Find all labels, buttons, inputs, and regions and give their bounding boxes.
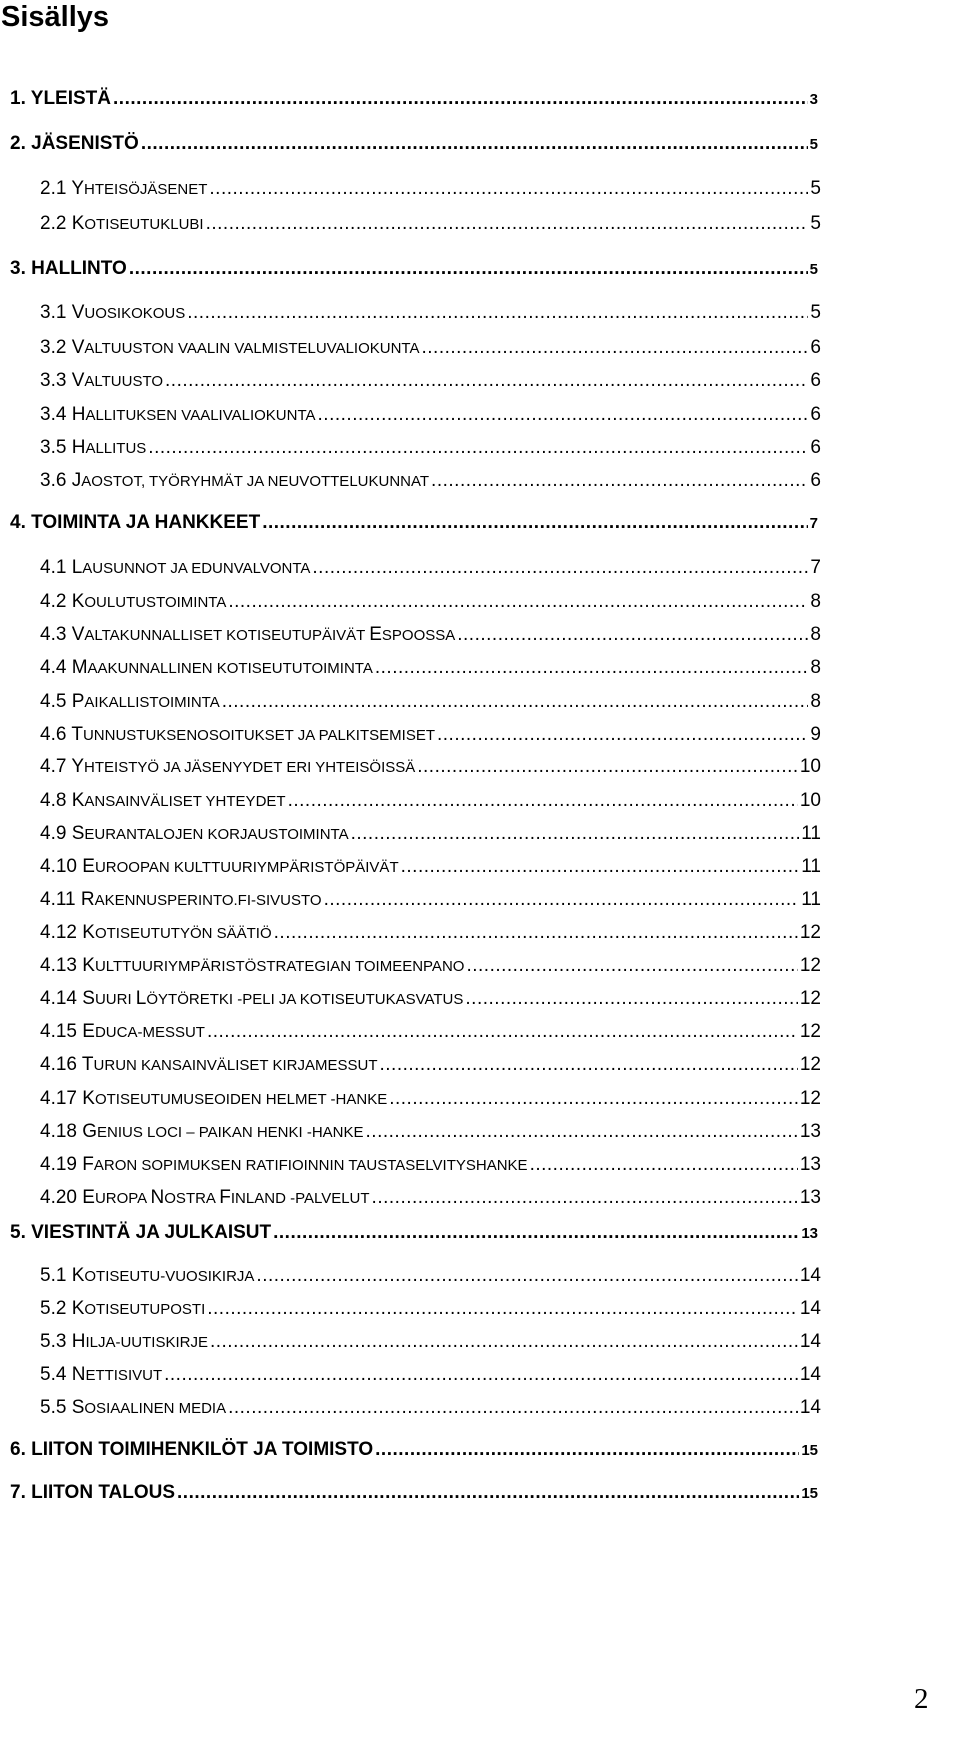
toc-page-number: 7: [810, 557, 821, 578]
toc-entry-title-rest: OSTRA: [164, 1190, 220, 1207]
toc-entry-label: [40, 1121, 364, 1143]
toc-entry[interactable]: [40, 823, 821, 845]
toc-entry-title-initial: S: [82, 988, 95, 1009]
toc-dot-leader: [375, 1439, 799, 1461]
toc-entry-number: 3.2: [40, 337, 72, 358]
toc-entry-title-rest: SPOOSSA: [381, 627, 456, 644]
toc-entry[interactable]: [40, 1265, 821, 1287]
toc-entry-number: 4.16: [40, 1054, 82, 1075]
toc-entry-title-rest: UOSIKOKOUS: [84, 305, 186, 322]
toc-page-number: 14: [799, 1331, 821, 1352]
toc-page-number: 6: [810, 470, 821, 491]
toc-entry[interactable]: [40, 1021, 821, 1043]
toc-entry[interactable]: [40, 756, 821, 778]
toc-entry-number: 4.18: [40, 1121, 83, 1142]
toc-entry-label: [40, 1187, 370, 1209]
toc-entry-number: 4.17: [40, 1088, 83, 1109]
toc-entry-number: 5.1: [40, 1265, 72, 1286]
toc-entry[interactable]: [40, 624, 821, 646]
toc-entry-label: [40, 856, 399, 878]
toc-dot-leader: [318, 404, 809, 426]
toc-entry-title-initial: L: [135, 988, 147, 1009]
toc-page-number: 15: [801, 1485, 818, 1502]
toc-entry-title-initial: K: [71, 213, 85, 234]
toc-page-number: 12: [799, 1054, 821, 1075]
toc-entry-number: 5.5: [40, 1397, 72, 1418]
toc-page-number: 13: [799, 1187, 821, 1208]
toc-entry[interactable]: [40, 955, 821, 977]
toc-dot-leader: [466, 955, 797, 977]
toc-entry-number: 4.8: [40, 790, 72, 811]
toc-page-number: 7: [809, 515, 818, 532]
toc-entry-label: [40, 756, 415, 778]
toc-entry[interactable]: [40, 437, 821, 459]
toc-entry-label: [40, 1054, 377, 1076]
toc-entry-title-rest: ARON SOPIMUKSEN RATIFIOINNIN TAUSTASELVITYSHANKE: [93, 1157, 528, 1174]
toc-dot-leader: [228, 591, 808, 613]
toc-entry-title-initial: F: [219, 1187, 231, 1208]
toc-entry-title-rest: ALTUUSTO: [84, 373, 164, 390]
toc-entry-number: 4.: [10, 512, 32, 533]
toc-dot-leader: [288, 790, 798, 812]
toc-entry-label: [10, 133, 139, 155]
toc-entry-number: 4.12: [40, 922, 83, 943]
toc-entry[interactable]: [40, 1364, 821, 1386]
page-title: Sisällys: [1, 1, 110, 33]
toc-entry-title-rest: AOSTOT, TYÖRYHMÄT JA NEUVOTTELUKUNNAT: [81, 473, 430, 490]
toc-dot-leader: [366, 1121, 798, 1143]
toc-entry-title-rest: ULTTUURIYMPÄRISTÖSTRATEGIAN TOIMEENPANO: [94, 958, 465, 975]
toc-entry-number: 4.14: [40, 988, 83, 1009]
toc-page-number: 8: [810, 591, 821, 612]
toc-dot-leader: [164, 1364, 798, 1386]
toc-page-number: 15: [801, 1442, 818, 1459]
toc-dot-leader: [165, 370, 808, 392]
toc-entry-title-initial: P: [71, 691, 85, 712]
toc-entry-label: [40, 1298, 205, 1320]
toc-dot-leader: [222, 691, 809, 713]
toc-page-number: 13: [799, 1154, 821, 1175]
toc-entry-number: 4.11: [40, 889, 81, 910]
toc-entry-number: 3.4: [40, 404, 72, 425]
toc-entry[interactable]: [40, 691, 821, 713]
toc-entry[interactable]: [40, 213, 821, 235]
toc-entry-number: 2.: [10, 133, 32, 154]
toc-entry-number: 3.: [10, 258, 32, 279]
toc-dot-leader: [417, 756, 798, 778]
toc-entry-title-initial: T: [71, 724, 83, 745]
toc-entry[interactable]: [40, 889, 821, 911]
toc-entry-title-rest: OSIAALINEN MEDIA: [84, 1400, 227, 1417]
toc-entry[interactable]: [40, 657, 821, 679]
toc-page-number: 8: [810, 624, 821, 645]
toc-entry-label: [40, 724, 435, 746]
toc-entry[interactable]: [40, 1298, 821, 1320]
toc-entry-title-rest: URUN KANSAINVÄLISET KIRJAMESSUT: [93, 1057, 378, 1074]
toc-entry[interactable]: [10, 1439, 818, 1461]
toc-page-number: 11: [801, 823, 821, 844]
toc-page-number: 14: [799, 1364, 821, 1385]
toc-entry[interactable]: [40, 1397, 821, 1419]
toc-dot-leader: [207, 1298, 798, 1320]
toc-entry[interactable]: [10, 512, 818, 534]
toc-dot-leader: [177, 1482, 799, 1504]
toc-entry-title-rest: AKENNUSPERINTO.FI-SIVUSTO: [94, 892, 322, 909]
toc-page-number: 6: [810, 437, 821, 458]
toc-entry-number: 7.: [10, 1482, 32, 1503]
toc-entry-number: 4.6: [40, 724, 72, 745]
toc-entry-number: 4.4: [40, 657, 72, 678]
toc-entry-title-initial: S: [71, 823, 85, 844]
toc-entry-label: [10, 1439, 373, 1461]
toc-entry-title-rest: ENIUS LOCI – PAIKAN HENKI -HANKE: [97, 1124, 364, 1141]
toc-page-number: 6: [810, 404, 821, 425]
toc-dot-leader: [228, 1397, 798, 1419]
toc-dot-leader: [530, 1154, 798, 1176]
toc-entry-label: [40, 404, 316, 426]
toc-entry[interactable]: [10, 258, 818, 280]
toc-page-number: 5: [810, 213, 821, 234]
toc-entry-title-initial: YLEISTÄ: [30, 88, 112, 109]
toc-entry-title-initial: Y: [71, 178, 85, 199]
toc-dot-leader: [129, 258, 808, 280]
toc-entry-title-initial: H: [71, 404, 86, 425]
toc-entry-label: [40, 591, 226, 613]
toc-entry-title-rest: AAKUNNALLINEN KOTISEUTUTOIMINTA: [87, 660, 373, 677]
toc-page-number: 12: [799, 922, 821, 943]
toc-page-number: 6: [810, 370, 821, 391]
toc-entry[interactable]: [10, 133, 818, 155]
toc-entry-label: [40, 213, 204, 235]
toc-entry[interactable]: [40, 302, 821, 324]
toc-entry-label: [40, 1021, 205, 1043]
toc-entry-title-initial: N: [71, 1364, 86, 1385]
toc-entry-title-rest: ALTAKUNNALLISET KOTISEUTUPÄIVÄT: [84, 627, 370, 644]
toc-entry-title-rest: ETTISIVUT: [85, 1367, 163, 1384]
toc-entry-label: [40, 988, 463, 1010]
toc-entry-title-rest: UNNUSTUKSENOSOITUKSET JA PALKITSEMISET: [82, 727, 435, 744]
toc-dot-leader: [351, 823, 800, 845]
toc-entry-number: 3.1: [40, 302, 72, 323]
toc-entry-label: [40, 1397, 226, 1419]
toc-entry-title-initial: E: [369, 624, 382, 645]
toc-entry[interactable]: [40, 591, 821, 613]
toc-entry[interactable]: [40, 1154, 821, 1176]
toc-entry-title-initial: V: [71, 624, 85, 645]
toc-entry-number: 4.13: [40, 955, 83, 976]
toc-entry-title-rest: OTISEUTU-VUOSIKIRJA: [84, 1268, 255, 1285]
toc-entry-number: 4.15: [40, 1021, 83, 1042]
toc-entry-number: 4.2: [40, 591, 72, 612]
toc-dot-leader: [206, 213, 809, 235]
toc-entry[interactable]: [40, 856, 821, 878]
toc-dot-leader: [401, 856, 800, 878]
toc-entry[interactable]: [40, 370, 821, 392]
toc-dot-leader: [209, 178, 808, 200]
toc-entry-title-rest: ALLITUKSEN VAALIVALIOKUNTA: [85, 407, 316, 424]
toc-entry[interactable]: [40, 1121, 821, 1143]
toc-entry-number: 4.20: [40, 1187, 83, 1208]
toc-page-number: 5: [809, 136, 818, 153]
toc-entry-title-initial: F: [82, 1154, 94, 1175]
toc-entry[interactable]: [40, 178, 821, 200]
toc-entry-title-initial: S: [71, 1397, 85, 1418]
toc-dot-leader: [210, 1331, 798, 1353]
toc-page-number: 8: [810, 657, 821, 678]
toc-entry-title-initial: K: [71, 790, 85, 811]
toc-entry-label: [10, 1482, 175, 1504]
toc-entry-number: 5.: [10, 1222, 32, 1243]
toc-entry-number: 2.1: [40, 178, 72, 199]
toc-entry[interactable]: [40, 1187, 821, 1209]
toc-entry-title-initial: E: [82, 856, 95, 877]
toc-entry-title-rest: INLAND -PALVELUT: [230, 1190, 370, 1207]
toc-entry-title-initial: E: [82, 1187, 95, 1208]
toc-dot-leader: [437, 724, 808, 746]
toc-page-number: 12: [799, 1021, 821, 1042]
toc-entry-title-initial: V: [71, 337, 85, 358]
toc-dot-leader: [141, 133, 808, 155]
toc-page-number: 13: [799, 1121, 821, 1142]
toc-entry-title-initial: M: [71, 657, 88, 678]
toc-entry-title-rest: AIKALLISTOIMINTA: [84, 694, 220, 711]
toc-entry-number: 5.4: [40, 1364, 72, 1385]
toc-entry-title-rest: ANSAINVÄLISET YHTEYDET: [84, 793, 286, 810]
toc-dot-leader: [457, 624, 808, 646]
toc-page-number: 11: [801, 889, 821, 910]
toc-entry-title-rest: OULUTUSTOIMINTA: [84, 594, 227, 611]
toc-entry-title-rest: EURANTALOJEN KORJAUSTOIMINTA: [84, 826, 349, 843]
toc-dot-leader: [113, 88, 808, 110]
toc-entry-title-initial: K: [82, 1088, 95, 1109]
toc-dot-leader: [187, 302, 808, 324]
toc-entry-title-initial: V: [71, 302, 85, 323]
page-number: 2: [914, 1683, 929, 1715]
toc-entry-label: [10, 88, 111, 110]
toc-entry-number: 5.2: [40, 1298, 72, 1319]
toc-entry-title-rest: OTISEUTUKLUBI: [84, 216, 204, 233]
toc-entry-number: 6.: [10, 1439, 32, 1460]
toc-dot-leader: [274, 922, 798, 944]
toc-entry-title-rest: ÖYTÖRETKI -PELI JA KOTISEUTUKASVATUS: [146, 991, 464, 1008]
toc-entry-label: [40, 178, 207, 200]
toc-entry-title-initial: N: [150, 1187, 165, 1208]
toc-entry[interactable]: [40, 557, 821, 579]
toc-entry-number: 3.6: [40, 470, 72, 491]
toc-entry[interactable]: [40, 404, 821, 426]
toc-entry-title-initial: L: [71, 557, 83, 578]
toc-entry[interactable]: [10, 88, 818, 110]
toc-page-number: 8: [810, 691, 821, 712]
toc-entry-label: [40, 337, 419, 359]
toc-entry-number: 4.9: [40, 823, 72, 844]
toc-entry-number: 4.3: [40, 624, 72, 645]
toc-entry-number: 2.2: [40, 213, 72, 234]
toc-entry[interactable]: [40, 790, 821, 812]
toc-entry-label: [40, 370, 163, 392]
toc-page-number: 11: [801, 856, 821, 877]
toc-entry-label: [40, 922, 272, 944]
toc-entry-title-rest: OTISEUTUPOSTI: [84, 1301, 206, 1318]
toc-entry-title-initial: R: [80, 889, 95, 910]
toc-entry-title-initial: K: [71, 591, 85, 612]
toc-entry[interactable]: [40, 988, 821, 1010]
toc-entry-title-rest: OTISEUTUMUSEOIDEN HELMET -HANKE: [94, 1091, 388, 1108]
toc-entry[interactable]: [10, 1222, 818, 1244]
toc-entry-label: [40, 557, 310, 579]
toc-entry-title-initial: LIITON TOIMIHENKILÖT JA TOIMISTO: [31, 1439, 374, 1460]
toc-dot-leader: [262, 512, 807, 534]
toc-page-number: 14: [799, 1397, 821, 1418]
toc-entry[interactable]: [40, 1331, 821, 1353]
toc-entry-number: 4.10: [40, 856, 83, 877]
toc-entry-title-initial: Y: [71, 756, 85, 777]
toc-entry-title-initial: JÄSENISTÖ: [31, 133, 139, 154]
toc-entry-title-initial: G: [82, 1121, 98, 1142]
toc-dot-leader: [421, 337, 808, 359]
toc-entry-number: 4.5: [40, 691, 72, 712]
toc-page-number: 5: [810, 178, 821, 199]
toc-entry-title-initial: TOIMINTA JA HANKKEET: [31, 512, 261, 533]
toc-entry[interactable]: [40, 470, 821, 492]
toc-dot-leader: [375, 657, 809, 679]
toc-page-number: 5: [810, 302, 821, 323]
toc-dot-leader: [372, 1187, 798, 1209]
toc-page-number: 5: [809, 261, 818, 278]
toc-page-number: 10: [799, 790, 821, 811]
toc-entry-title-initial: VIESTINTÄ JA JULKAISUT: [31, 1222, 272, 1243]
toc-entry-title-initial: K: [71, 1265, 85, 1286]
toc-entry-label: [40, 437, 146, 459]
toc-dot-leader: [312, 557, 808, 579]
toc-entry-label: [40, 823, 349, 845]
toc-entry-title-initial: HALLINTO: [31, 258, 127, 279]
toc-entry-title-rest: ALLITUS: [85, 440, 147, 457]
toc-entry-title-rest: UROPA: [94, 1190, 151, 1207]
toc-entry-title-initial: H: [71, 437, 86, 458]
toc-entry[interactable]: [10, 1482, 818, 1504]
toc-entry-title-initial: H: [71, 1331, 86, 1352]
toc-entry-label: [40, 955, 464, 977]
toc-entry-label: [40, 1364, 162, 1386]
toc-entry[interactable]: [40, 1054, 821, 1076]
toc-entry-title-rest: HTEISÖJÄSENET: [84, 181, 208, 198]
toc-entry-title-rest: ILJA-UUTISKIRJE: [85, 1334, 208, 1351]
toc-entry-label: [10, 1222, 271, 1244]
toc-entry-title-initial: K: [82, 955, 95, 976]
toc-dot-leader: [273, 1222, 799, 1244]
toc-entry-title-initial: T: [81, 1054, 94, 1075]
toc-entry-label: [40, 302, 185, 324]
toc-entry-number: 1.: [10, 88, 31, 109]
toc-entry-label: [40, 1265, 254, 1287]
toc-page-number: 13: [801, 1225, 818, 1242]
toc-dot-leader: [324, 889, 800, 911]
toc-entry-title-initial: E: [82, 1021, 95, 1042]
toc-entry-label: [40, 470, 429, 492]
toc-entry-title-initial: J: [71, 470, 82, 491]
toc-page-number: 12: [799, 988, 821, 1009]
toc-entry-title-initial: K: [71, 1298, 85, 1319]
toc-entry-title-rest: UURI: [94, 991, 136, 1008]
toc-entry-number: 3.3: [40, 370, 72, 391]
toc-entry-label: [10, 512, 260, 534]
toc-dot-leader: [465, 988, 797, 1010]
toc-dot-leader: [207, 1021, 798, 1043]
toc-page-number: 12: [799, 1088, 821, 1109]
toc-page-number: 10: [799, 756, 821, 777]
toc-entry[interactable]: [40, 724, 821, 746]
toc-page-number: 9: [810, 724, 821, 745]
toc-page-number: 3: [809, 91, 818, 108]
toc-dot-leader: [256, 1265, 797, 1287]
toc-entry-label: [40, 657, 373, 679]
toc-entry-number: 3.5: [40, 437, 72, 458]
toc-page-number: 14: [799, 1265, 821, 1286]
toc-dot-leader: [431, 470, 808, 492]
toc-page-number: 14: [799, 1298, 821, 1319]
toc-entry-title-rest: AUSUNNOT JA EDUNVALVONTA: [82, 560, 311, 577]
toc-dot-leader: [389, 1088, 798, 1110]
toc-entry-number: 4.7: [40, 756, 72, 777]
toc-entry-label: [40, 889, 322, 911]
toc-page-number: 12: [799, 955, 821, 976]
toc-entry-title-initial: V: [71, 370, 85, 391]
toc-entry-title-initial: K: [82, 922, 95, 943]
toc-entry-title-rest: ALTUUSTON VAALIN VALMISTELUVALIOKUNTA: [84, 340, 420, 357]
toc-dot-leader: [148, 437, 808, 459]
toc-entry-label: [40, 1331, 208, 1353]
toc-dot-leader: [379, 1054, 797, 1076]
toc-entry-label: [40, 1154, 528, 1176]
toc-page-number: 6: [810, 337, 821, 358]
toc-entry-label: [40, 624, 455, 646]
toc-entry-title-rest: HTEISTYÖ JA JÄSENYYDET ERI YHTEISÖISSÄ: [84, 759, 416, 776]
toc-entry-title-rest: OTISEUTUTYÖN SÄÄTIÖ: [94, 925, 272, 942]
toc-entry-number: 4.1: [40, 557, 72, 578]
toc-entry[interactable]: [40, 337, 821, 359]
toc-entry-label: [40, 1088, 387, 1110]
toc-entry-number: 5.3: [40, 1331, 72, 1352]
toc-entry[interactable]: [40, 922, 821, 944]
toc-entry-title-initial: LIITON TALOUS: [31, 1482, 176, 1503]
toc-entry-label: [40, 790, 286, 812]
toc-entry-label: [40, 691, 220, 713]
toc-entry-title-rest: DUCA-MESSUT: [94, 1024, 205, 1041]
toc-entry[interactable]: [40, 1088, 821, 1110]
toc-entry-title-rest: UROOPAN KULTTUURIYMPÄRISTÖPÄIVÄT: [94, 859, 399, 876]
toc-entry-label: [10, 258, 127, 280]
toc-entry-number: 4.19: [40, 1154, 83, 1175]
